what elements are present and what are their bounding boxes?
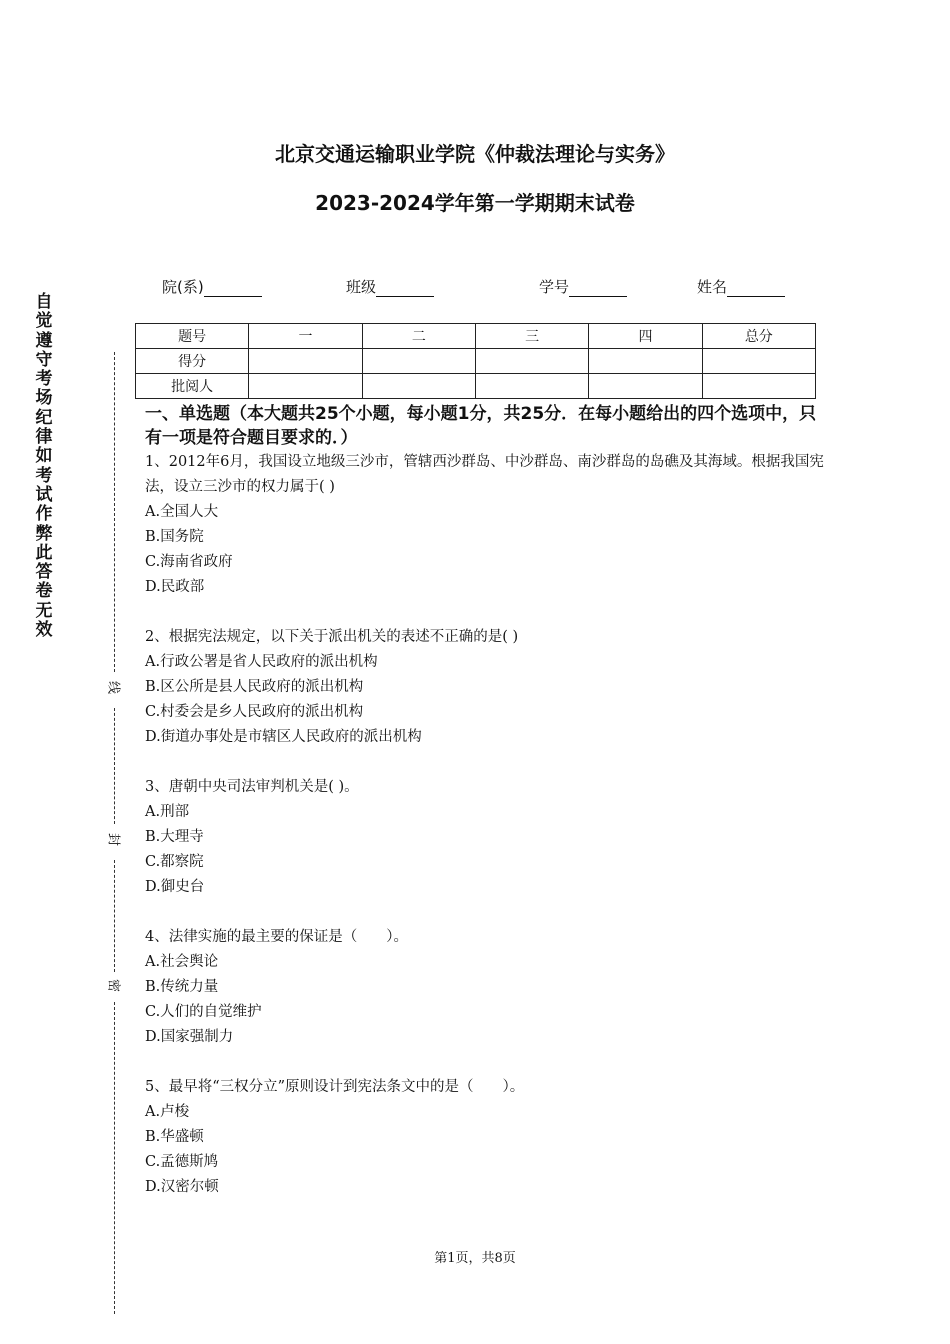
option-a[interactable]: A.行政公署是省人民政府的派出机构 (145, 654, 378, 670)
score-table-header-row (136, 324, 816, 349)
name-blank[interactable] (727, 280, 785, 297)
question-4 (145, 925, 835, 1050)
score-cell[interactable] (589, 349, 702, 374)
question-stem: 4、法律实施的最主要的保证是（ ）。 (145, 929, 408, 945)
score-row-label: 得分 (136, 349, 249, 374)
exam-title-line2: 2023-2024学年第一学期期末试卷 (315, 191, 635, 215)
binding-dash-line (114, 708, 115, 824)
question-3 (145, 775, 835, 900)
option-c[interactable]: C.都察院 (145, 854, 204, 870)
score-table-header-cell: 三 (475, 324, 588, 349)
score-table-header-cell: 题号 (136, 324, 249, 349)
option-c[interactable]: C.孟德斯鸠 (145, 1154, 219, 1170)
question-2 (145, 625, 835, 750)
binding-secret-char: 密 (106, 975, 125, 997)
option-d[interactable]: D.街道办事处是市辖区人民政府的派出机构 (145, 729, 422, 745)
grader-cell[interactable] (702, 374, 815, 399)
score-cell[interactable] (249, 349, 362, 374)
option-c[interactable]: C.海南省政府 (145, 554, 233, 570)
score-cell[interactable] (362, 349, 475, 374)
exam-title-line1: 北京交通运输职业学院《仲裁法理论与实务》 (275, 142, 675, 166)
score-table-header-cell: 一 (249, 324, 362, 349)
college-field (162, 276, 262, 297)
question-stem: 1、2012年6月，我国设立地级三沙市，管辖西沙群岛、中沙群岛、南沙群岛的岛礁及其海域。根据我国宪法，设立三沙市的权力属于( ) (145, 454, 824, 495)
option-a[interactable]: A.全国人大 (145, 504, 219, 520)
question-list (145, 450, 835, 1225)
grader-row-label: 批阅人 (136, 374, 249, 399)
grader-row (136, 374, 816, 399)
class-blank[interactable] (376, 280, 434, 297)
page-footer: 第1页，共8页 (434, 1251, 516, 1266)
question-stem: 2、根据宪法规定，以下关于派出机关的表述不正确的是( ) (145, 629, 519, 645)
binding-line-char: 线 (106, 677, 125, 699)
score-table-header-cell: 二 (362, 324, 475, 349)
score-table-header-cell: 总分 (702, 324, 815, 349)
name-label: 姓名 (697, 278, 728, 296)
score-table-header-cell: 四 (589, 324, 702, 349)
option-d[interactable]: D.汉密尔顿 (145, 1179, 219, 1195)
exam-warning-vertical: 自觉遵守考场纪律如考试作弊此答卷无效 (35, 292, 53, 641)
option-d[interactable]: D.国家强制力 (145, 1029, 234, 1045)
class-label: 班级 (346, 278, 377, 296)
option-a[interactable]: A.卢梭 (145, 1104, 190, 1120)
option-b[interactable]: B.大理寺 (145, 829, 204, 845)
score-row (136, 349, 816, 374)
binding-dash-line (114, 860, 115, 972)
option-b[interactable]: B.区公所是县人民政府的派出机构 (145, 679, 364, 695)
option-b[interactable]: B.传统力量 (145, 979, 219, 995)
name-field (697, 276, 785, 297)
class-field (346, 276, 434, 297)
college-label: 院(系) (162, 278, 204, 296)
question-1 (145, 450, 835, 600)
grader-cell[interactable] (362, 374, 475, 399)
question-5 (145, 1075, 835, 1200)
option-d[interactable]: D.御史台 (145, 879, 205, 895)
option-a[interactable]: A.刑部 (145, 804, 190, 820)
option-a[interactable]: A.社会舆论 (145, 954, 219, 970)
student-id-label: 学号 (539, 278, 570, 296)
option-b[interactable]: B.华盛顿 (145, 1129, 204, 1145)
college-blank[interactable] (204, 280, 262, 297)
option-c[interactable]: C.人们的自觉维护 (145, 1004, 262, 1020)
binding-dash-line (114, 352, 115, 672)
option-d[interactable]: D.民政部 (145, 579, 205, 595)
student-id-blank[interactable] (569, 280, 627, 297)
score-table (135, 323, 816, 399)
grader-cell[interactable] (589, 374, 702, 399)
score-cell[interactable] (475, 349, 588, 374)
grader-cell[interactable] (249, 374, 362, 399)
option-b[interactable]: B.国务院 (145, 529, 204, 545)
option-c[interactable]: C.村委会是乡人民政府的派出机构 (145, 704, 364, 720)
section-title: 一、单选题（本大题共25个小题，每小题1分，共25分．在每小题给出的四个选项中，只有一项是符合题目要求的．） (145, 404, 817, 448)
binding-seal-char: 封 (106, 829, 125, 851)
binding-dash-line (114, 1002, 115, 1314)
student-id-field (539, 276, 627, 297)
score-cell[interactable] (702, 349, 815, 374)
question-stem: 5、最早将“三权分立”原则设计到宪法条文中的是（ ）。 (145, 1079, 525, 1095)
question-stem: 3、唐朝中央司法审判机关是( )。 (145, 779, 359, 795)
grader-cell[interactable] (475, 374, 588, 399)
